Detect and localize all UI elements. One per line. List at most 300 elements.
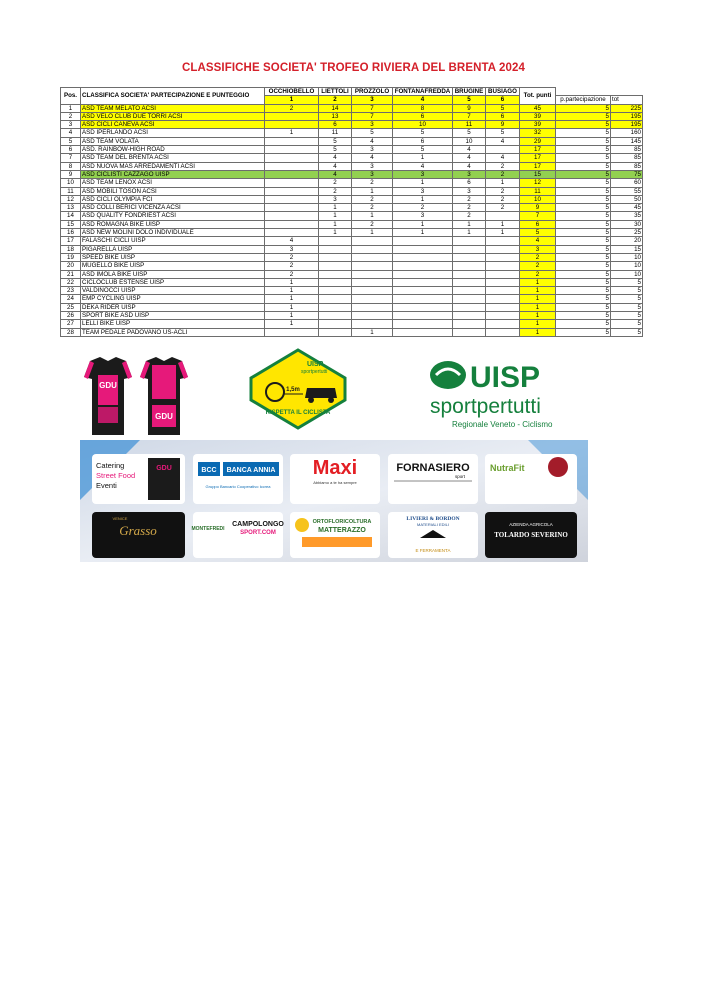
table-row: [61, 121, 643, 129]
svg-text:Abbiamo a te ha sempre: Abbiamo a te ha sempre: [313, 480, 357, 485]
race-number: 6: [486, 96, 520, 104]
cell-pos: 19: [61, 253, 81, 261]
cell-race-points: 1: [393, 179, 453, 187]
cell-tot: 5: [611, 303, 643, 311]
cell-tot: 35: [611, 212, 643, 220]
cell-race-points: 1: [352, 328, 393, 336]
cell-pos: 22: [61, 278, 81, 286]
sponsor-bcc: [193, 454, 283, 504]
cell-race-points: 2: [319, 179, 352, 187]
cell-race-points: [453, 320, 486, 328]
cell-race-points: [393, 262, 453, 270]
cell-tot-punti: 15: [520, 170, 556, 178]
cell-tot-punti: 1: [520, 295, 556, 303]
cell-race-points: 1: [265, 312, 319, 320]
svg-text:Catering: Catering: [96, 461, 125, 470]
cell-race-points: 5: [453, 129, 486, 137]
cell-tot-punti: 17: [520, 154, 556, 162]
cell-tot-punti: 10: [520, 195, 556, 203]
cell-race-points: [265, 204, 319, 212]
cell-race-points: 7: [352, 104, 393, 112]
cell-race-points: [319, 312, 352, 320]
header-tot: tot: [611, 96, 643, 104]
cell-race-points: [486, 312, 520, 320]
table-row: [61, 146, 643, 154]
cell-race-points: [453, 328, 486, 336]
cell-tot: 55: [611, 187, 643, 195]
sponsor-fornasiero: [388, 454, 478, 504]
cell-tot: 145: [611, 137, 643, 145]
cell-team-name: LELLI BIKE UISP: [81, 320, 265, 328]
cell-race-points: 1: [393, 229, 453, 237]
race-number: 3: [352, 96, 393, 104]
cell-pos: 13: [61, 204, 81, 212]
cell-race-points: 1: [393, 154, 453, 162]
cell-pos: 17: [61, 237, 81, 245]
cell-tot: 5: [611, 278, 643, 286]
cell-pos: 25: [61, 303, 81, 311]
uisp-badge-top: UISP: [307, 361, 324, 368]
cell-race-points: [352, 278, 393, 286]
cell-race-points: [352, 320, 393, 328]
cell-tot-punti: 3: [520, 245, 556, 253]
cell-tot-punti: 2: [520, 262, 556, 270]
cell-race-points: 5: [486, 104, 520, 112]
cell-tot: 5: [611, 312, 643, 320]
cell-race-points: [453, 245, 486, 253]
cell-race-points: 2: [486, 204, 520, 212]
cell-pos: 24: [61, 295, 81, 303]
svg-text:MATERIALI EDILI: MATERIALI EDILI: [417, 522, 449, 527]
cell-tot: 75: [611, 170, 643, 178]
cell-race-points: [486, 146, 520, 154]
cell-tot-punti: 1: [520, 312, 556, 320]
uisp-emblem-icon: [430, 361, 466, 389]
cell-team-name: ASD CICLI OLYMPIA FCI: [81, 195, 265, 203]
cell-race-points: 5: [352, 129, 393, 137]
cell-tot-punti: 1: [520, 328, 556, 336]
cell-race-points: 6: [486, 112, 520, 120]
cell-race-points: [265, 229, 319, 237]
cell-team-name: ASD QUALITY FONDRIEST ACSI: [81, 212, 265, 220]
cell-tot-punti: 12: [520, 179, 556, 187]
cell-tot-punti: 5: [520, 229, 556, 237]
cell-partecipazione: 5: [556, 137, 611, 145]
cell-team-name: SPEED BIKE UISP: [81, 253, 265, 261]
cell-race-points: [319, 237, 352, 245]
cell-pos: 27: [61, 320, 81, 328]
cell-pos: 10: [61, 179, 81, 187]
cell-partecipazione: 5: [556, 245, 611, 253]
cell-race-points: [393, 287, 453, 295]
cell-race-points: 1: [265, 278, 319, 286]
cell-partecipazione: 5: [556, 104, 611, 112]
header-race: FONTANAFREDDA: [393, 88, 453, 96]
svg-text:CAMPOLONGO: CAMPOLONGO: [232, 521, 284, 528]
cell-race-points: [265, 187, 319, 195]
cell-race-points: [453, 287, 486, 295]
cell-pos: 5: [61, 137, 81, 145]
cell-race-points: 4: [453, 154, 486, 162]
cell-pos: 8: [61, 162, 81, 170]
sponsor-tolardo: [485, 512, 577, 558]
cell-race-points: [393, 253, 453, 261]
cell-tot-punti: 1: [520, 303, 556, 311]
cell-race-points: 11: [453, 121, 486, 129]
cell-race-points: [265, 195, 319, 203]
cell-race-points: [319, 270, 352, 278]
cell-pos: 14: [61, 212, 81, 220]
svg-text:VENICE: VENICE: [112, 516, 128, 521]
cell-race-points: 2: [352, 220, 393, 228]
cell-race-points: [486, 245, 520, 253]
table-row: [61, 104, 643, 112]
sponsor-maxi: [290, 454, 380, 504]
table-row: [61, 312, 643, 320]
cell-race-points: [265, 162, 319, 170]
cell-race-points: 10: [393, 121, 453, 129]
svg-text:Eventi: Eventi: [96, 481, 117, 490]
cell-tot-punti: 45: [520, 104, 556, 112]
cell-pos: 11: [61, 187, 81, 195]
cell-race-points: 1: [352, 187, 393, 195]
svg-text:MONTEFREDI: MONTEFREDI: [191, 526, 225, 532]
cell-race-points: 2: [265, 104, 319, 112]
cell-race-points: 7: [453, 112, 486, 120]
header-tot-punti: Tot. punti: [520, 88, 556, 105]
cell-race-points: 1: [393, 220, 453, 228]
cell-team-name: ASD MOBILI TOSON ACSI: [81, 187, 265, 195]
cell-tot: 5: [611, 287, 643, 295]
cell-tot: 15: [611, 245, 643, 253]
race-number: 5: [453, 96, 486, 104]
sponsor-campolongo: [191, 512, 284, 558]
cell-race-points: 1: [319, 204, 352, 212]
sponsor-ortofloricoltura: [290, 512, 380, 558]
svg-text:Maxi: Maxi: [312, 457, 358, 479]
cell-race-points: [393, 245, 453, 253]
cell-race-points: [265, 112, 319, 120]
cell-tot: 45: [611, 204, 643, 212]
sponsor-grasso: [92, 512, 185, 558]
cell-race-points: [352, 245, 393, 253]
page-title: CLASSIFICHE SOCIETA' TROFEO RIVIERA DEL BRENTA 2024: [181, 62, 526, 74]
cell-team-name: ASD NUOVA MAS ARREDAMENTI ACSI: [81, 162, 265, 170]
cell-partecipazione: 5: [556, 229, 611, 237]
cell-race-points: 2: [486, 170, 520, 178]
cell-team-name: ASD CICLISTI CAZZAGO UISP: [81, 170, 265, 178]
cell-partecipazione: 5: [556, 195, 611, 203]
cell-race-points: 2: [453, 204, 486, 212]
header-race: BRUGINE: [453, 88, 486, 96]
cell-race-points: 8: [393, 104, 453, 112]
table-row: [61, 278, 643, 286]
cell-race-points: 4: [265, 237, 319, 245]
header-row: [61, 88, 643, 96]
cell-race-points: [352, 287, 393, 295]
cell-race-points: 1: [453, 229, 486, 237]
cell-race-points: 6: [319, 121, 352, 129]
cell-race-points: 2: [453, 195, 486, 203]
cell-tot: 60: [611, 179, 643, 187]
table-row: [61, 154, 643, 162]
cell-tot-punti: 2: [520, 270, 556, 278]
cell-tot-punti: 2: [520, 253, 556, 261]
cell-pos: 28: [61, 328, 81, 336]
cell-race-points: 6: [393, 137, 453, 145]
cell-race-points: 5: [319, 137, 352, 145]
cell-pos: 21: [61, 270, 81, 278]
header-partecipazione: p.partecipazione: [556, 96, 611, 104]
cell-race-points: [265, 121, 319, 129]
cell-race-points: [486, 253, 520, 261]
cell-race-points: [352, 253, 393, 261]
cell-tot: 30: [611, 220, 643, 228]
cell-tot: 85: [611, 154, 643, 162]
table-row: [61, 253, 643, 261]
cell-race-points: 1: [319, 220, 352, 228]
table-row: [61, 237, 643, 245]
cell-pos: 2: [61, 112, 81, 120]
cell-pos: 26: [61, 312, 81, 320]
cell-race-points: [265, 212, 319, 220]
cell-tot-punti: 39: [520, 121, 556, 129]
cell-pos: 20: [61, 262, 81, 270]
table-row: [61, 195, 643, 203]
cell-race-points: 4: [319, 162, 352, 170]
cell-race-points: 1: [393, 195, 453, 203]
table-row: [61, 229, 643, 237]
cell-pos: 3: [61, 121, 81, 129]
cell-team-name: CICLOCLUB ESTENSE UISP: [81, 278, 265, 286]
cell-race-points: 2: [265, 270, 319, 278]
cell-partecipazione: 5: [556, 146, 611, 154]
cell-partecipazione: 5: [556, 121, 611, 129]
table-row: [61, 262, 643, 270]
cell-race-points: 3: [393, 187, 453, 195]
cell-team-name: ASD NEW MOLINI DOLO INDIVIDUALE: [81, 229, 265, 237]
cell-team-name: SPORT BIKE ASD UISP: [81, 312, 265, 320]
cell-race-points: 2: [265, 253, 319, 261]
cell-partecipazione: 5: [556, 204, 611, 212]
cell-team-name: ASD CICLI CANEVA ACSI: [81, 121, 265, 129]
cell-race-points: [352, 312, 393, 320]
cell-tot: 160: [611, 129, 643, 137]
svg-text:E FERRAMENTA: E FERRAMENTA: [415, 548, 451, 553]
cell-partecipazione: 5: [556, 303, 611, 311]
cell-tot-punti: 11: [520, 187, 556, 195]
cell-race-points: [486, 262, 520, 270]
cell-partecipazione: 5: [556, 270, 611, 278]
race-number: 2: [319, 96, 352, 104]
cell-race-points: 5: [319, 146, 352, 154]
cell-tot: 25: [611, 229, 643, 237]
cell-race-points: [352, 303, 393, 311]
header-race: BUSIAGO: [486, 88, 520, 96]
table-row: [61, 204, 643, 212]
cell-tot: 195: [611, 112, 643, 120]
svg-text:SPORT.COM: SPORT.COM: [240, 530, 276, 536]
cell-race-points: 5: [486, 129, 520, 137]
cell-partecipazione: 5: [556, 312, 611, 320]
race-number: 4: [393, 96, 453, 104]
table-row: [61, 112, 643, 120]
cell-partecipazione: 5: [556, 287, 611, 295]
header-name: CLASSIFICA SOCIETA' PARTECIPAZIONE E PUNTEGGIO: [81, 88, 265, 105]
svg-text:ORTOFLORICOLTURA: ORTOFLORICOLTURA: [312, 519, 372, 525]
cell-pos: 23: [61, 287, 81, 295]
cell-tot: 225: [611, 104, 643, 112]
cell-pos: 15: [61, 220, 81, 228]
table-row: [61, 162, 643, 170]
cell-race-points: [319, 320, 352, 328]
svg-text:Grasso: Grasso: [119, 523, 157, 538]
cell-team-name: EMP CYCLING UISP: [81, 295, 265, 303]
cell-tot: 85: [611, 146, 643, 154]
table-row: [61, 320, 643, 328]
cell-partecipazione: 5: [556, 179, 611, 187]
cell-race-points: [393, 295, 453, 303]
svg-text:LIVIERI & BORDON: LIVIERI & BORDON: [406, 516, 460, 522]
cell-race-points: 3: [453, 170, 486, 178]
cell-pos: 16: [61, 229, 81, 237]
cell-tot-punti: 32: [520, 129, 556, 137]
cell-race-points: [352, 295, 393, 303]
cell-race-points: 2: [453, 212, 486, 220]
svg-text:BCC: BCC: [201, 467, 217, 474]
cell-race-points: [453, 237, 486, 245]
cell-race-points: 1: [352, 212, 393, 220]
cell-tot: 5: [611, 328, 643, 336]
cell-race-points: 4: [352, 137, 393, 145]
cell-race-points: [319, 295, 352, 303]
cell-partecipazione: 5: [556, 320, 611, 328]
jersey-front: [84, 357, 132, 435]
svg-text:GDU: GDU: [156, 465, 172, 472]
cell-race-points: 1: [265, 287, 319, 295]
cell-team-name: DEKA RIDER UISP: [81, 303, 265, 311]
cell-tot: 10: [611, 270, 643, 278]
cell-race-points: 1: [486, 220, 520, 228]
cell-team-name: ASD. RAINBOW-HIGH ROAD: [81, 146, 265, 154]
cell-team-name: ASD TEAM LENOX ACSI: [81, 179, 265, 187]
uisp-big-text: UISP: [470, 361, 541, 394]
cell-race-points: [453, 295, 486, 303]
cell-pos: 4: [61, 129, 81, 137]
cell-race-points: 9: [486, 121, 520, 129]
jersey-text: GDU: [99, 381, 117, 390]
cell-race-points: [319, 328, 352, 336]
cell-partecipazione: 5: [556, 162, 611, 170]
cell-race-points: 1: [265, 320, 319, 328]
cell-race-points: [393, 237, 453, 245]
cell-race-points: 2: [319, 187, 352, 195]
jersey-back-text: GDU: [155, 412, 173, 421]
cell-race-points: [453, 312, 486, 320]
cell-partecipazione: 5: [556, 129, 611, 137]
cell-race-points: [486, 270, 520, 278]
svg-text:BANCA ANNIA: BANCA ANNIA: [226, 467, 276, 474]
cell-race-points: [319, 303, 352, 311]
cell-partecipazione: 5: [556, 262, 611, 270]
cell-tot-punti: 17: [520, 162, 556, 170]
cell-race-points: [265, 146, 319, 154]
svg-text:NutraFit: NutraFit: [490, 463, 525, 473]
cell-race-points: [486, 328, 520, 336]
cell-team-name: FALASCHI CICLI UISP: [81, 237, 265, 245]
table-row: [61, 212, 643, 220]
cell-partecipazione: 5: [556, 187, 611, 195]
cell-race-points: 13: [319, 112, 352, 120]
cell-team-name: ASD VELO CLUB DUE TORRI ACSI: [81, 112, 265, 120]
sponsor-catering: [92, 454, 185, 504]
team-jersey-image: [80, 355, 190, 440]
sponsor-livieri: [388, 512, 478, 558]
cell-race-points: [265, 328, 319, 336]
cell-race-points: 14: [319, 104, 352, 112]
safe-distance: 1,5m: [286, 387, 300, 393]
cell-race-points: 1: [486, 179, 520, 187]
svg-text:Street Food: Street Food: [96, 471, 136, 480]
sponsor-nutrafit: [485, 454, 577, 504]
cell-race-points: 2: [352, 204, 393, 212]
cell-race-points: 1: [319, 229, 352, 237]
table-row: [61, 270, 643, 278]
cell-race-points: 4: [486, 154, 520, 162]
cell-tot: 20: [611, 237, 643, 245]
cell-race-points: 2: [486, 187, 520, 195]
uisp-sportpertutti-logo: [428, 355, 568, 430]
cell-race-points: [352, 237, 393, 245]
cell-race-points: [486, 320, 520, 328]
cell-partecipazione: 5: [556, 253, 611, 261]
cell-race-points: [453, 278, 486, 286]
cell-race-points: [453, 303, 486, 311]
cell-race-points: 1: [265, 303, 319, 311]
cell-race-points: 4: [453, 146, 486, 154]
cell-tot-punti: 29: [520, 137, 556, 145]
cell-team-name: ASD IMOLA BIKE UISP: [81, 270, 265, 278]
cell-race-points: 4: [486, 137, 520, 145]
cell-pos: 1: [61, 104, 81, 112]
cell-race-points: 3: [453, 187, 486, 195]
cell-race-points: 2: [393, 204, 453, 212]
cell-team-name: ASD ROMAGNA BIKE UISP: [81, 220, 265, 228]
cell-race-points: 4: [393, 162, 453, 170]
cell-race-points: [486, 287, 520, 295]
cell-team-name: MUGELLO BIKE UISP: [81, 262, 265, 270]
cell-race-points: [319, 253, 352, 261]
cell-race-points: 4: [319, 170, 352, 178]
header-race: OCCHIOBELLO: [265, 88, 319, 96]
cell-race-points: [319, 262, 352, 270]
table-row: [61, 287, 643, 295]
cell-pos: 7: [61, 154, 81, 162]
cell-race-points: 1: [319, 212, 352, 220]
cell-race-points: [265, 170, 319, 178]
cell-race-points: [393, 320, 453, 328]
cell-race-points: [393, 303, 453, 311]
cell-tot: 10: [611, 253, 643, 261]
cell-pos: 18: [61, 245, 81, 253]
cell-race-points: [453, 253, 486, 261]
cell-race-points: 1: [265, 295, 319, 303]
cell-race-points: 2: [486, 195, 520, 203]
cell-race-points: 2: [486, 162, 520, 170]
rispetta-ciclista-badge: [245, 348, 351, 430]
table-row: [61, 295, 643, 303]
header-pos: Pos.: [61, 88, 81, 105]
